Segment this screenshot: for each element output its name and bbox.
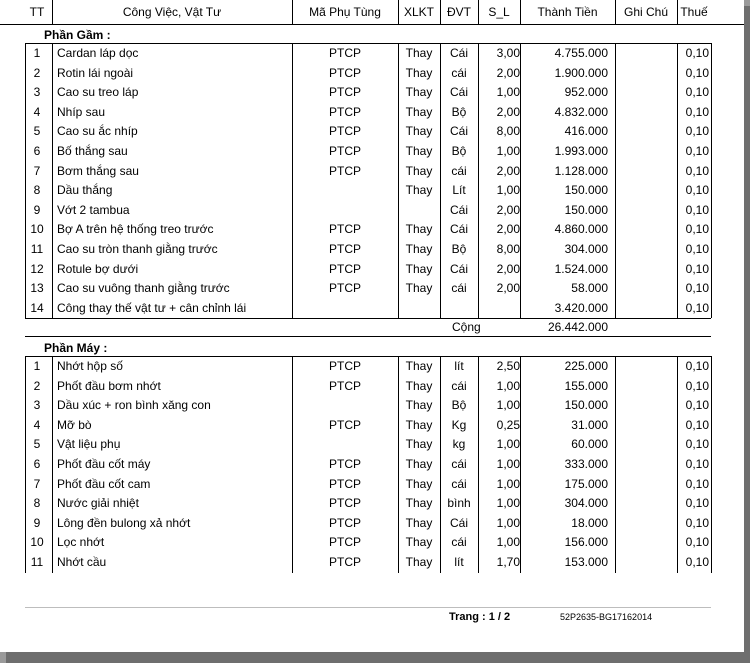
- cell-tien: 1.128.000: [554, 163, 608, 178]
- cell-xlkt: Thay: [405, 222, 433, 237]
- cell-sl: 1,00: [496, 437, 520, 452]
- cell-dvt: cái: [451, 535, 467, 550]
- cell-tien: 333.000: [564, 457, 608, 471]
- cell-tien: 4.832.000: [554, 104, 608, 119]
- cell-ma: PTCP: [328, 222, 361, 237]
- header-dvt: ĐVT: [447, 5, 471, 19]
- cell-dvt: cái: [451, 476, 467, 491]
- cell-xlkt: Thay: [405, 281, 433, 296]
- cell-xlkt: Thay: [405, 65, 433, 80]
- cell-tt: 8: [33, 496, 41, 511]
- cell-sl: 2,00: [496, 222, 520, 237]
- cell-thue: 0,10: [685, 85, 709, 100]
- cell-xlkt: Thay: [405, 378, 433, 393]
- cell-dvt: cái: [451, 65, 467, 80]
- cell-tt: 11: [30, 555, 44, 569]
- cell-tien: 3.420.000: [554, 300, 608, 315]
- cell-dvt: bình: [447, 496, 471, 511]
- cell-ma: PTCP: [328, 535, 361, 550]
- cell-ma: PTCP: [328, 46, 361, 60]
- cell-tien: 4.755.000: [554, 46, 608, 60]
- cell-tt: 5: [33, 437, 41, 452]
- cell-xlkt: Thay: [405, 183, 433, 198]
- cell-thue: 0,10: [685, 535, 709, 550]
- cell-thue: 0,10: [685, 300, 709, 315]
- cell-ma: PTCP: [328, 261, 361, 276]
- header-ghichu: Ghi Chú: [623, 5, 669, 19]
- cell-dvt: lít: [454, 555, 464, 569]
- cell-thue: 0,10: [685, 457, 709, 471]
- cell-ma: PTCP: [328, 476, 361, 491]
- table-row: [0, 533, 744, 553]
- cell-thue: 0,10: [685, 417, 709, 432]
- cell-dvt: Bộ: [451, 242, 467, 256]
- cell-tien: 4.860.000: [554, 222, 608, 237]
- cell-xlkt: Thay: [405, 437, 433, 452]
- section-title-may: Phần Máy :: [44, 341, 108, 355]
- cell-name: Phốt đầu cốt máy: [57, 457, 151, 471]
- cell-ma: PTCP: [328, 457, 361, 471]
- cell-tt: 7: [33, 476, 41, 491]
- cell-name: Cardan láp dọc: [57, 46, 139, 60]
- cell-name: Bợ A trên hệ thống treo trước: [57, 222, 214, 237]
- cell-dvt: cái: [451, 457, 467, 471]
- cell-xlkt: Thay: [405, 457, 433, 471]
- cell-dvt: cái: [451, 281, 467, 296]
- table-row: [0, 162, 744, 182]
- section-title-gam: Phần Gầm :: [44, 28, 111, 42]
- cell-tien: 150.000: [564, 398, 608, 413]
- cell-sl: 1,00: [496, 144, 520, 158]
- cell-xlkt: Thay: [405, 515, 433, 530]
- cell-sl: 1,00: [496, 183, 520, 198]
- cell-thue: 0,10: [685, 124, 709, 139]
- cell-tt: 6: [33, 144, 41, 158]
- cell-dvt: Cái: [449, 515, 468, 530]
- cell-xlkt: Thay: [405, 144, 433, 158]
- cell-tt: 7: [33, 163, 41, 178]
- cell-name: Rotule bợ dưới: [57, 261, 139, 276]
- cell-xlkt: Thay: [405, 555, 433, 569]
- cell-tt: 14: [30, 300, 44, 315]
- cell-thue: 0,10: [685, 476, 709, 491]
- header-sl: S_L: [488, 5, 510, 19]
- cell-sl: 2,00: [496, 163, 520, 178]
- cell-tien: 155.000: [564, 378, 608, 393]
- cell-thue: 0,10: [685, 163, 709, 178]
- cell-ma: PTCP: [328, 555, 361, 569]
- cell-sl: 8,00: [496, 242, 520, 256]
- cell-ma: PTCP: [328, 85, 361, 100]
- cell-name: Công thay thế vật tư + cân chỉnh lái: [57, 300, 247, 315]
- cell-tien: 952.000: [564, 85, 608, 100]
- cell-tt: 3: [33, 398, 41, 413]
- cell-sl: 1,00: [496, 515, 520, 530]
- header-thue: Thuế: [680, 5, 708, 19]
- cell-tien: 60.000: [571, 437, 608, 452]
- table-row: [0, 435, 744, 455]
- table-row: [0, 64, 744, 84]
- cell-tien: 156.000: [564, 535, 608, 550]
- cell-thue: 0,10: [685, 261, 709, 276]
- table-row: [0, 122, 744, 142]
- cell-dvt: kg: [452, 437, 466, 452]
- cell-tien: 1.524.000: [554, 261, 608, 276]
- cell-dvt: Bộ: [451, 398, 467, 413]
- cell-thue: 0,10: [685, 104, 709, 119]
- cell-name: Mỡ bò: [57, 417, 92, 432]
- cell-sl: 0,25: [496, 417, 520, 432]
- page-number: Trang : 1 / 2: [449, 611, 511, 623]
- footer-divider: [25, 607, 711, 608]
- cell-thue: 0,10: [685, 281, 709, 296]
- cell-name: Cao su ắc nhíp: [57, 124, 138, 139]
- document-code: 52P2635-BG17162014: [560, 612, 653, 622]
- cell-ma: PTCP: [328, 104, 361, 119]
- cell-xlkt: Thay: [405, 535, 433, 550]
- cell-tt: 11: [30, 242, 44, 256]
- cell-name: Nước giải nhiệt: [57, 496, 139, 511]
- cell-xlkt: Thay: [405, 261, 433, 276]
- cell-sl: 2,00: [496, 202, 520, 217]
- cell-ma: PTCP: [328, 359, 361, 373]
- cell-dvt: Cái: [449, 85, 468, 100]
- cell-thue: 0,10: [685, 65, 709, 80]
- cell-name: Dầu thắng: [57, 183, 113, 198]
- table-row: [0, 514, 744, 534]
- cell-ma: PTCP: [328, 417, 361, 432]
- cell-ma: PTCP: [328, 163, 361, 178]
- cell-name: Phốt đầu bơm nhớt: [57, 378, 161, 393]
- cell-dvt: Cái: [449, 261, 468, 276]
- cell-tien: 150.000: [564, 202, 608, 217]
- cell-thue: 0,10: [685, 496, 709, 511]
- header-xlkt: XLKT: [403, 5, 434, 19]
- cell-tt: 9: [33, 202, 41, 217]
- cell-dvt: Cái: [449, 202, 468, 217]
- cell-sl: 2,00: [496, 281, 520, 296]
- table-row: [0, 357, 744, 377]
- cell-ma: PTCP: [328, 144, 361, 158]
- cell-xlkt: Thay: [405, 85, 433, 100]
- cell-tt: 2: [33, 65, 41, 80]
- cell-xlkt: Thay: [405, 359, 433, 373]
- cell-name: Nhớt cầu: [57, 555, 107, 569]
- cell-name: Rotin lái ngoài: [57, 65, 134, 80]
- cell-name: Bơm thắng sau: [57, 163, 139, 178]
- cell-xlkt: Thay: [405, 242, 433, 256]
- cell-xlkt: Thay: [405, 46, 433, 60]
- cell-tt: 5: [33, 124, 41, 139]
- cell-tt: 2: [33, 378, 41, 393]
- cell-tien: 416.000: [564, 124, 608, 139]
- cell-dvt: Cái: [449, 46, 468, 60]
- cell-thue: 0,10: [685, 46, 709, 60]
- cell-sl: 2,00: [496, 261, 520, 276]
- cell-sl: 8,00: [496, 124, 520, 139]
- cell-name: Nhíp sau: [57, 104, 106, 119]
- cell-thue: 0,10: [685, 144, 709, 158]
- cell-tt: 12: [30, 261, 44, 276]
- cell-ma: PTCP: [328, 378, 361, 393]
- cell-name: Lọc nhớt: [57, 535, 105, 550]
- cell-tien: 225.000: [564, 359, 608, 373]
- cell-xlkt: Thay: [405, 124, 433, 139]
- header-ma: Mã Phụ Tùng: [309, 5, 381, 19]
- table-row: [0, 181, 744, 201]
- cell-thue: 0,10: [685, 183, 709, 198]
- cell-sl: 2,00: [496, 65, 520, 80]
- cell-tt: 1: [33, 359, 41, 373]
- cell-sl: 2,50: [496, 359, 520, 373]
- cell-tt: 8: [33, 183, 41, 198]
- total-label: Cộng: [452, 320, 481, 334]
- cell-tien: 153.000: [564, 555, 608, 569]
- table-row: [0, 142, 744, 162]
- cell-name: Lông đền bulong xả nhớt: [57, 515, 191, 530]
- table-row: [0, 553, 744, 573]
- cell-tien: 31.000: [571, 417, 608, 432]
- total-value: 26.442.000: [547, 320, 608, 334]
- cell-name: Bố thắng sau: [57, 144, 128, 158]
- cell-thue: 0,10: [685, 359, 709, 373]
- table-row: [0, 377, 744, 397]
- cell-xlkt: Thay: [405, 104, 433, 119]
- table-row: [0, 396, 744, 416]
- table-row: [0, 260, 744, 280]
- cell-thue: 0,10: [685, 515, 709, 530]
- cell-sl: 1,00: [496, 85, 520, 100]
- cell-xlkt: Thay: [405, 496, 433, 511]
- cell-name: Cao su treo láp: [57, 85, 139, 100]
- cell-sl: 1,00: [496, 535, 520, 550]
- cell-name: Dầu xúc + ron bình xăng con: [57, 398, 211, 413]
- cell-dvt: Cái: [449, 124, 468, 139]
- cell-dvt: Kg: [451, 417, 467, 432]
- cell-ma: PTCP: [328, 281, 361, 296]
- cell-thue: 0,10: [685, 437, 709, 452]
- header-tt: TT: [29, 5, 45, 19]
- cell-xlkt: Thay: [405, 476, 433, 491]
- table-row: [0, 494, 744, 514]
- header-name: Công Việc, Vật Tư: [122, 5, 222, 19]
- cell-ma: PTCP: [328, 515, 361, 530]
- cell-sl: 1,00: [496, 496, 520, 511]
- cell-sl: 3,00: [496, 46, 520, 60]
- cell-ma: PTCP: [328, 124, 361, 139]
- cell-sl: 1,00: [496, 457, 520, 471]
- cell-dvt: cái: [451, 163, 467, 178]
- cell-sl: 1,00: [496, 398, 520, 413]
- cell-tt: 4: [33, 417, 41, 432]
- cell-tien: 58.000: [571, 281, 608, 296]
- table-row: [0, 475, 744, 495]
- cell-tien: 1.900.000: [554, 65, 608, 80]
- cell-name: Nhớt hộp số: [57, 359, 123, 373]
- cell-tt: 9: [33, 515, 41, 530]
- cell-tien: 1.993.000: [554, 144, 608, 158]
- cell-tien: 175.000: [564, 476, 608, 491]
- cell-dvt: Cái: [449, 222, 468, 237]
- cell-name: Cao su tròn thanh giằng trước: [57, 242, 218, 256]
- cell-tt: 4: [33, 104, 41, 119]
- table-row: [0, 240, 744, 260]
- cell-name: Phốt đầu cốt cam: [57, 476, 151, 491]
- cell-tien: 18.000: [571, 515, 608, 530]
- cell-thue: 0,10: [685, 398, 709, 413]
- cell-tt: 13: [30, 281, 44, 296]
- cell-thue: 0,10: [685, 222, 709, 237]
- cell-tt: 1: [33, 46, 41, 60]
- cell-xlkt: Thay: [405, 417, 433, 432]
- table-row: [0, 299, 744, 319]
- cell-thue: 0,10: [685, 378, 709, 393]
- cell-tt: 10: [30, 222, 44, 237]
- cell-dvt: Bộ: [451, 144, 467, 158]
- table-row: [0, 44, 744, 64]
- cell-ma: PTCP: [328, 496, 361, 511]
- table-row: [0, 279, 744, 299]
- cell-name: Vớt 2 tambua: [57, 202, 130, 217]
- cell-thue: 0,10: [685, 242, 709, 256]
- cell-dvt: Lít: [452, 183, 466, 198]
- table-row: [0, 103, 744, 123]
- cell-ma: PTCP: [328, 65, 361, 80]
- table-header: [0, 0, 744, 25]
- cell-sl: 1,70: [496, 555, 520, 569]
- table-row: [0, 455, 744, 475]
- cell-tt: 10: [30, 535, 44, 550]
- cell-sl: 2,00: [496, 104, 520, 119]
- table-row: [0, 83, 744, 103]
- cell-xlkt: Thay: [405, 163, 433, 178]
- cell-xlkt: Thay: [405, 398, 433, 413]
- cell-tt: 6: [33, 457, 41, 471]
- cell-tien: 304.000: [564, 496, 608, 511]
- table-row: [0, 220, 744, 240]
- cell-name: Vật liệu phụ: [57, 437, 121, 452]
- cell-dvt: cái: [451, 378, 467, 393]
- cell-sl: 1,00: [496, 476, 520, 491]
- cell-tien: 304.000: [564, 242, 608, 256]
- cell-dvt: lít: [454, 359, 464, 373]
- cell-thue: 0,10: [685, 202, 709, 217]
- cell-name: Cao su vuông thanh giằng trước: [57, 281, 230, 296]
- header-tien: Thành Tiền: [537, 5, 598, 19]
- cell-tien: 150.000: [564, 183, 608, 198]
- cell-ma: PTCP: [328, 242, 361, 256]
- cell-dvt: Bộ: [451, 104, 467, 119]
- table-row: [0, 201, 744, 221]
- cell-tt: 3: [33, 85, 41, 100]
- table-row: [0, 416, 744, 436]
- cell-thue: 0,10: [685, 555, 709, 569]
- cell-sl: 1,00: [496, 378, 520, 393]
